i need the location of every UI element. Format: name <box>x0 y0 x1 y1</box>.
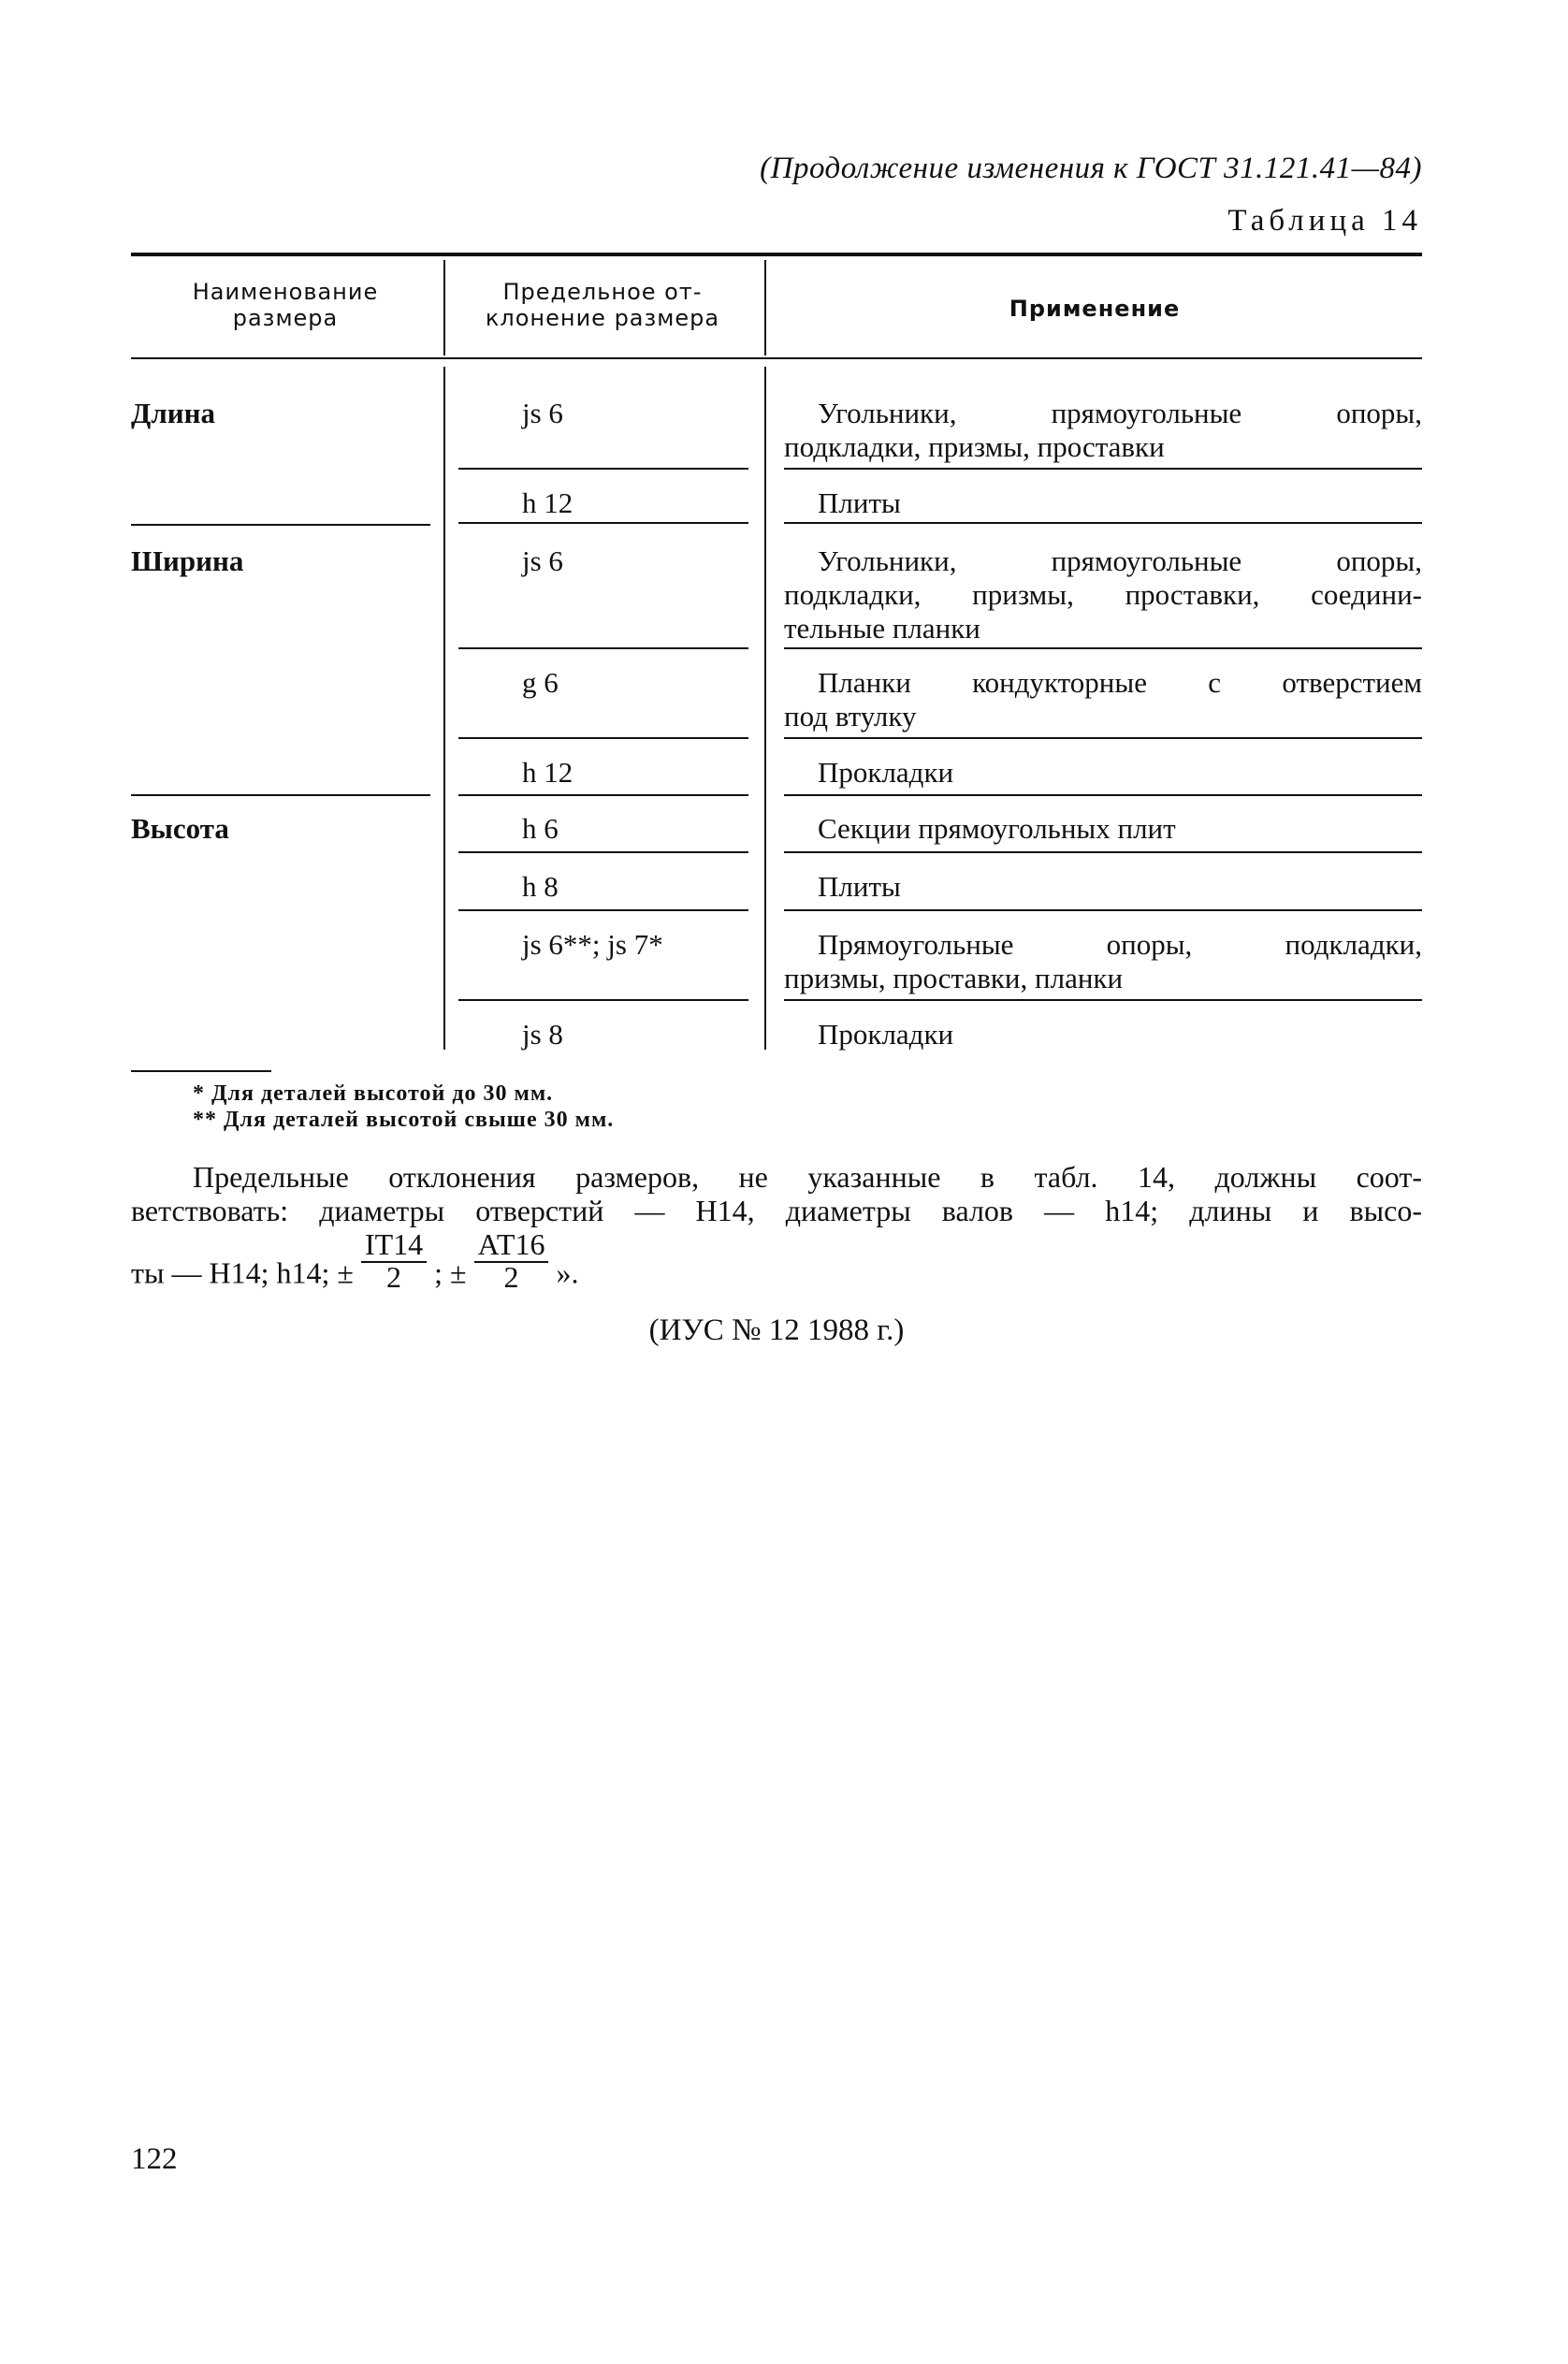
footnote: ** Для деталей высотой свыше 30 мм. <box>193 1108 615 1132</box>
group-name-height: Высота <box>131 812 229 845</box>
table-header-rule <box>131 357 1422 359</box>
footnote: * Для деталей высотой до 30 мм. <box>193 1081 554 1106</box>
deviation-value: h 12 <box>522 486 573 519</box>
row-rule <box>458 522 748 524</box>
row-rule <box>458 909 748 911</box>
row-rule <box>458 794 748 796</box>
deviation-value: js 6 <box>522 397 563 429</box>
application-text: Секции прямоугольных плит <box>818 812 1176 845</box>
paragraph-line: Предельные отклонения размеров, не указанные в табл. 14, должны соот- <box>193 1160 1422 1194</box>
row-rule <box>784 999 1422 1001</box>
application-text: Прямоугольные опоры, подкладки, призмы, проставки, планки <box>784 928 1422 994</box>
application-text: Прокладки <box>818 1018 954 1051</box>
deviation-value: js 6**; js 7* <box>522 928 663 961</box>
paragraph-line: ветствовать: диаметры отверстий — Н14, диаметры валов — h14; длины и высо- <box>131 1194 1422 1227</box>
row-rule <box>784 851 1422 853</box>
row-rule <box>784 909 1422 911</box>
footnote-separator <box>131 1070 271 1072</box>
group-rule <box>131 524 430 526</box>
paragraph-formula-line <box>131 1227 1422 1308</box>
row-rule <box>784 647 1422 649</box>
document-page <box>131 0 1422 2364</box>
deviation-value: h 12 <box>522 756 573 789</box>
application-text: Угольники, прямоугольные опоры, подкладки, призмы, проставки <box>784 397 1422 463</box>
row-rule <box>784 522 1422 524</box>
application-text: Прокладки <box>818 756 954 789</box>
deviation-value: js 6 <box>522 544 563 577</box>
formula-suffix: ». <box>556 1255 579 1290</box>
row-rule <box>458 999 748 1001</box>
group-rule <box>131 794 430 796</box>
application-text: Планки кондукторные с отверстием под втулку <box>784 666 1422 732</box>
header-name: Наименование размера <box>192 279 379 331</box>
row-rule <box>458 468 748 470</box>
source-reference: (ИУС № 12 1988 г.) <box>648 1313 905 1347</box>
table-caption: Таблица 14 <box>1227 204 1422 238</box>
row-rule <box>784 737 1422 739</box>
fraction-at16: $\frac{АТ16}{2}$ <box>474 1227 549 1291</box>
fraction-it14: $\frac{IT14}{2}$ <box>361 1227 427 1291</box>
row-rule <box>458 647 748 649</box>
group-name-length: Длина <box>131 397 215 429</box>
header-application: Применение <box>1009 296 1181 322</box>
column-divider-2 <box>764 367 766 1050</box>
deviation-value: h 8 <box>522 870 559 903</box>
column-divider-2 <box>764 260 766 355</box>
formula-prefix: ты — Н14; h14; ± <box>131 1255 354 1290</box>
page-number: 122 <box>131 2142 178 2176</box>
application-text: Плиты <box>818 486 901 519</box>
formula-mid: ; ± <box>434 1255 467 1290</box>
group-name-width: Ширина <box>131 544 244 577</box>
header-deviation: Предельное от- клонение размера <box>485 279 720 331</box>
row-rule <box>784 468 1422 470</box>
deviation-value: h 6 <box>522 812 559 845</box>
application-text: Угольники, прямоугольные опоры, подкладки, призмы, проставки, соедини- тельные планки <box>784 544 1422 645</box>
deviation-value: g 6 <box>522 666 559 699</box>
application-text: Плиты <box>818 870 901 903</box>
row-rule <box>784 794 1422 796</box>
column-divider-1 <box>443 260 445 355</box>
continuation-note: (Продолжение изменения к ГОСТ 31.121.41—84) <box>760 152 1422 185</box>
row-rule <box>458 851 748 853</box>
row-rule <box>458 737 748 739</box>
deviation-value: js 8 <box>522 1018 563 1051</box>
table-top-rule <box>131 253 1422 256</box>
column-divider-1 <box>443 367 445 1050</box>
